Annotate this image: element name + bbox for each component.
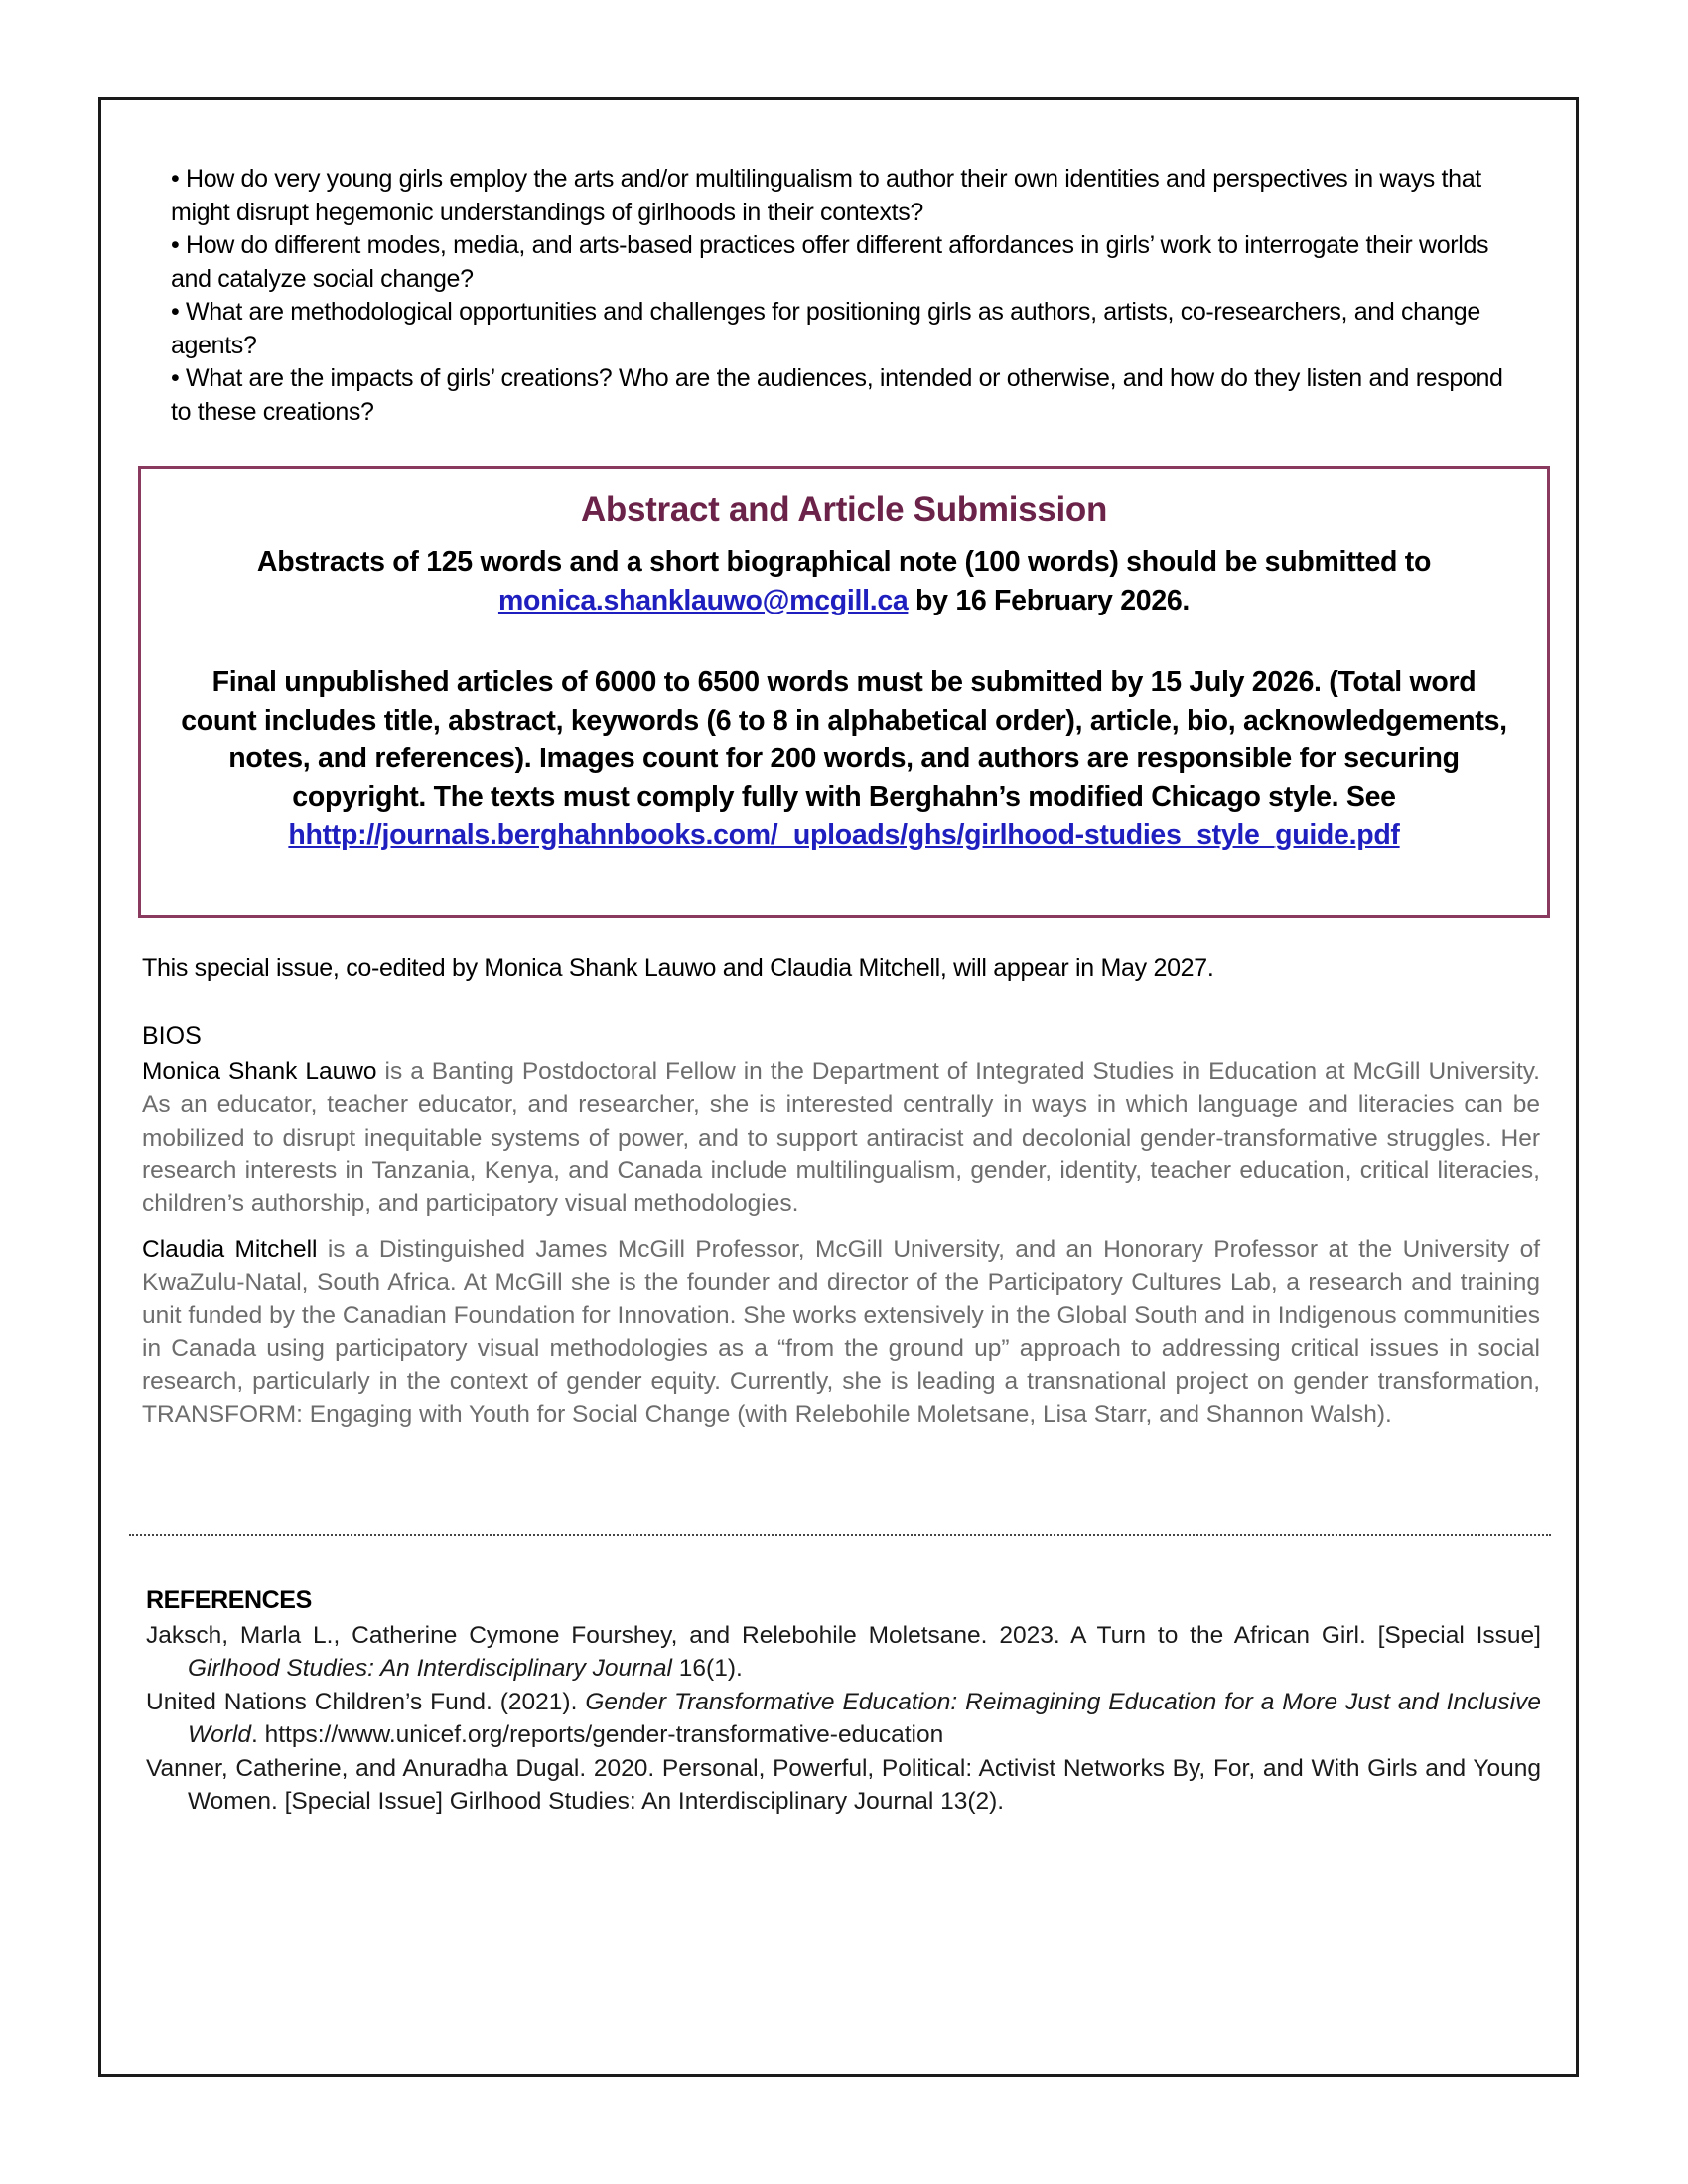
bio-paragraph xyxy=(142,1055,1540,1220)
bio-text: is a Distinguished James McGill Professor, McGill University, and an Honorary Professor at the University of KwaZulu-Natal, South Africa. At McGill she is the founder and director of the Participatory Cultures Lab, a research and training unit funded by the Canadian Foundation for Innovation. She works extensively in the Global South and in Indigenous communities in Canada using participatory visual methodologies as a “from the ground up” approach to addressing critical issues in social research, particularly in the context of gender equity. Currently, she is leading a transnational project on gender transformation, TRANSFORM: Engaging with Youth for Social Change (with Relebohile Moletsane, Lisa Starr, and Shannon Walsh). xyxy=(142,1236,1540,1429)
dotted-divider xyxy=(129,1534,1551,1536)
bio-name: Claudia Mitchell xyxy=(142,1236,318,1263)
reference-item xyxy=(146,1752,1541,1819)
research-questions xyxy=(171,163,1511,429)
bio-text: is a Banting Postdoctoral Fellow in the Department of Integrated Studies in Education at McGill University. As an educator, teacher educator, and researcher, she is interested centrally in ways in which language and literacies can be mobilized to disrupt inequitable systems of power, and to support antiracist and decolonial gender-transformative struggles. Her research interests in Tanzania, Kenya, and Canada include multilingualism, gender, identity, teacher education, critical literacies, children’s authorship, and participatory visual methodologies. xyxy=(142,1058,1540,1218)
question-item: • What are the impacts of girls’ creations? Who are the audiences, intended or otherwise, and how do they listen and respond to these creations? xyxy=(171,364,1503,426)
final-text: Final unpublished articles of 6000 to 6500 words must be submitted by 15 July 2026. (Total word count includes title, abstract, keywords (6 to 8 in alphabetical order), article, bio, acknowledgements, notes, and references). Images count for 200 words, and authors are responsible for securing copyright. The texts must comply fully with Berghahn’s modified Chicago style. See xyxy=(181,666,1507,813)
question-item: • What are methodological opportunities and challenges for positioning girls as authors, artists, co-researchers, and change agents? xyxy=(171,298,1480,359)
references-heading: REFERENCES xyxy=(146,1586,312,1614)
reference-item xyxy=(146,1619,1541,1686)
question-item: • How do different modes, media, and arts-based practices offer different affordances in girls’ work to interrogate their worlds and catalyze social change? xyxy=(171,231,1489,293)
abstract-text: Abstracts of 125 words and a short biographical note (100 words) should be submitted to xyxy=(256,546,1432,578)
publication-note: This special issue, co-edited by Monica Shank Lauwo and Claudia Mitchell, will appear in May 2027. xyxy=(142,954,1214,982)
abstract-deadline: by 16 February 2026. xyxy=(908,584,1191,616)
reference-issue: 16(1). xyxy=(671,1655,743,1683)
bios-heading: BIOS xyxy=(142,1023,202,1050)
reference-text: Vanner, Catherine, and Anuradha Dugal. 2020. Personal, Powerful, Political: Activist Networks By, For, and With Girls and Young Women. [Special Issue] Girlhood Studies: An Interdisciplinary Journal 13(2). xyxy=(146,1755,1541,1816)
reference-url: . https://www.unicef.org/reports/gender-transformative-education xyxy=(250,1721,944,1749)
reference-text: Jaksch, Marla L., Catherine Cymone Fourshey, and Relebohile Moletsane. 2023. A Turn to the African Girl. [Special Issue] xyxy=(146,1622,1541,1649)
abstract-instructions xyxy=(181,543,1507,619)
final-article-instructions xyxy=(181,663,1507,855)
style-guide-link[interactable]: hhttp://journals.berghahnbooks.com/_uploads/ghs/girlhood-studies_style_guide.pdf xyxy=(288,819,1400,851)
submission-box xyxy=(138,466,1550,918)
reference-title: Gender Transformative Education: Reimagining Education for a More Just and Inclusive World xyxy=(188,1689,1541,1749)
reference-item xyxy=(146,1686,1541,1752)
bio-paragraph xyxy=(142,1233,1540,1432)
submission-title: Abstract and Article Submission xyxy=(580,490,1108,529)
bio-name: Monica Shank Lauwo xyxy=(142,1058,377,1085)
reference-journal: Girlhood Studies: An Interdisciplinary Journal xyxy=(188,1655,672,1683)
email-link[interactable]: monica.shanklauwo@mcgill.ca xyxy=(497,584,909,616)
question-item: • How do very young girls employ the arts and/or multilingualism to author their own identities and perspectives in ways that might disrupt hegemonic understandings of girlhoods in their contexts? xyxy=(171,165,1481,226)
reference-text: United Nations Children’s Fund. (2021). xyxy=(146,1689,586,1715)
